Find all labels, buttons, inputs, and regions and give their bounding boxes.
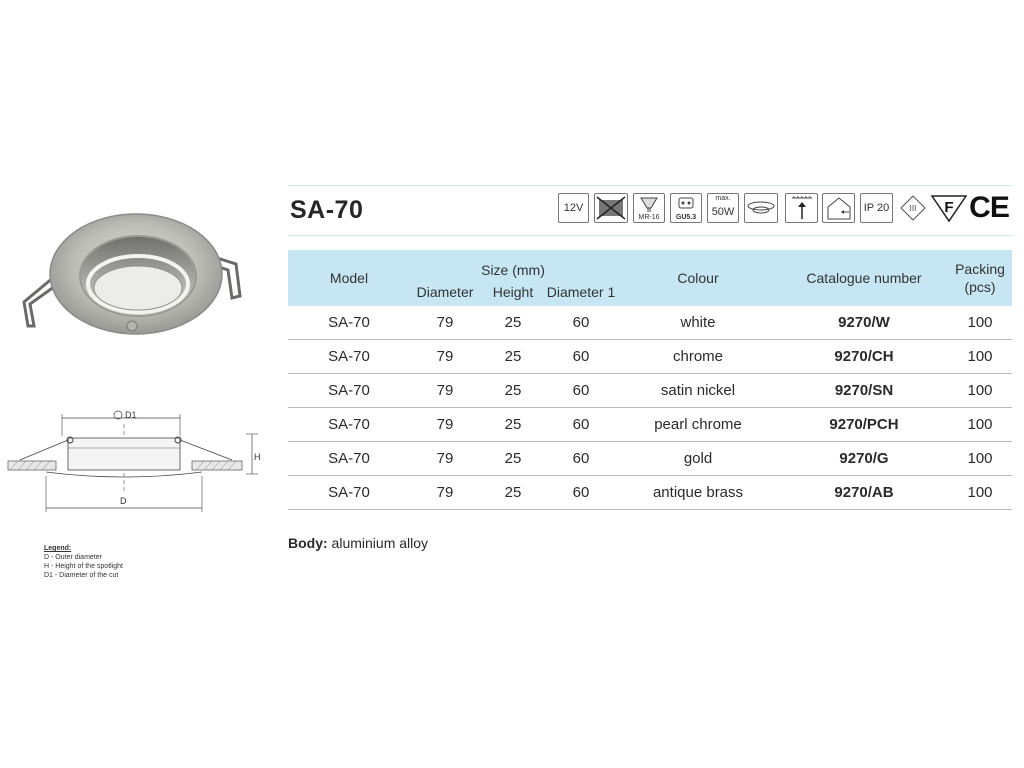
header-colour: Colour [616, 250, 780, 306]
table-row [288, 408, 1012, 442]
cell-diameter1: 60 [546, 340, 616, 374]
cell-diameter: 79 [410, 476, 480, 510]
max-power-icon: max. 50W [707, 193, 739, 223]
cell-colour: antique brass [616, 476, 780, 510]
header-packing-label: Packing [955, 261, 1005, 277]
header-packing [948, 250, 1012, 306]
legend-item: D1 - Diameter of the cut [44, 572, 119, 579]
h-label: H [254, 452, 261, 462]
cell-packing: 100 [948, 306, 1012, 340]
cell-diameter: 79 [410, 374, 480, 408]
cell-catalogue: 9270/PCH [780, 408, 948, 442]
indoor-use-icon [822, 193, 855, 223]
cell-height: 25 [480, 306, 546, 340]
recessed-lamp-icon [744, 193, 778, 223]
d1-label: D1 [125, 410, 137, 420]
no-insulation-cover-icon [594, 193, 628, 223]
ce-mark-icon: CE [969, 191, 1009, 224]
table-row [288, 340, 1012, 374]
cell-diameter: 79 [410, 306, 480, 340]
table-row [288, 476, 1012, 510]
header-catalogue: Catalogue number [780, 250, 948, 306]
cell-colour: white [616, 306, 780, 340]
d-label: D [120, 496, 127, 506]
cell-diameter1: 60 [546, 306, 616, 340]
cell-diameter1: 60 [546, 408, 616, 442]
cell-model: SA-70 [288, 408, 410, 442]
table-header-row [288, 250, 1012, 278]
cell-diameter1: 60 [546, 374, 616, 408]
legend-title: Legend: [44, 545, 72, 552]
cell-diameter1: 60 [546, 442, 616, 476]
cell-model: SA-70 [288, 374, 410, 408]
cell-colour: pearl chrome [616, 408, 780, 442]
cell-colour: chrome [616, 340, 780, 374]
class-iii-label: III [909, 204, 917, 213]
mr16-lamp-icon: MR-16 [633, 193, 665, 223]
cell-catalogue: 9270/G [780, 442, 948, 476]
f-mark-icon [930, 193, 968, 223]
f-mark-label: F [944, 199, 954, 216]
cell-packing: 100 [948, 476, 1012, 510]
cell-model: SA-70 [288, 306, 410, 340]
cell-height: 25 [480, 374, 546, 408]
cell-packing: 100 [948, 340, 1012, 374]
cell-height: 25 [480, 408, 546, 442]
header-rule [288, 235, 1012, 236]
header-height: Height [480, 278, 546, 306]
cell-catalogue: 9270/SN [780, 374, 948, 408]
header-diameter1: Diameter 1 [546, 278, 616, 306]
technical-drawing [6, 404, 268, 524]
legend [44, 544, 123, 580]
product-table [288, 250, 1012, 510]
table-row [288, 442, 1012, 476]
cell-packing: 100 [948, 374, 1012, 408]
cell-diameter: 79 [410, 442, 480, 476]
body-note-value: aluminium alloy [327, 535, 429, 551]
legend-item: D - Outer diameter [44, 554, 102, 561]
ceiling-mount-icon [785, 193, 818, 223]
class-iii-icon [898, 193, 928, 223]
header-size-group: Size (mm) [410, 250, 616, 278]
table-row [288, 306, 1012, 340]
header-diameter: Diameter [410, 278, 480, 306]
cell-height: 25 [480, 442, 546, 476]
legend-item: H - Height of the spotlight [44, 563, 123, 570]
cell-catalogue: 9270/AB [780, 476, 948, 510]
header-packing-unit: (pcs) [964, 279, 996, 295]
cell-colour: gold [616, 442, 780, 476]
cell-model: SA-70 [288, 340, 410, 374]
gu53-socket-icon: GU5.3 [670, 193, 702, 223]
ip-rating-icon: IP 20 [860, 193, 893, 223]
voltage-12v-icon: 12V [558, 193, 589, 223]
body-material-note [288, 535, 428, 551]
cell-packing: 100 [948, 442, 1012, 476]
cell-height: 25 [480, 340, 546, 374]
cell-catalogue: 9270/W [780, 306, 948, 340]
cell-model: SA-70 [288, 476, 410, 510]
cell-colour: satin nickel [616, 374, 780, 408]
cell-packing: 100 [948, 408, 1012, 442]
product-title: SA-70 [290, 196, 364, 224]
cell-height: 25 [480, 476, 546, 510]
cell-diameter: 79 [410, 408, 480, 442]
product-photo [14, 192, 254, 342]
body-note-label: Body: [288, 535, 328, 551]
cell-diameter1: 60 [546, 476, 616, 510]
table-row [288, 374, 1012, 408]
header-model: Model [288, 250, 410, 306]
cell-catalogue: 9270/CH [780, 340, 948, 374]
cell-model: SA-70 [288, 442, 410, 476]
header-rule [288, 185, 1012, 186]
cell-diameter: 79 [410, 340, 480, 374]
